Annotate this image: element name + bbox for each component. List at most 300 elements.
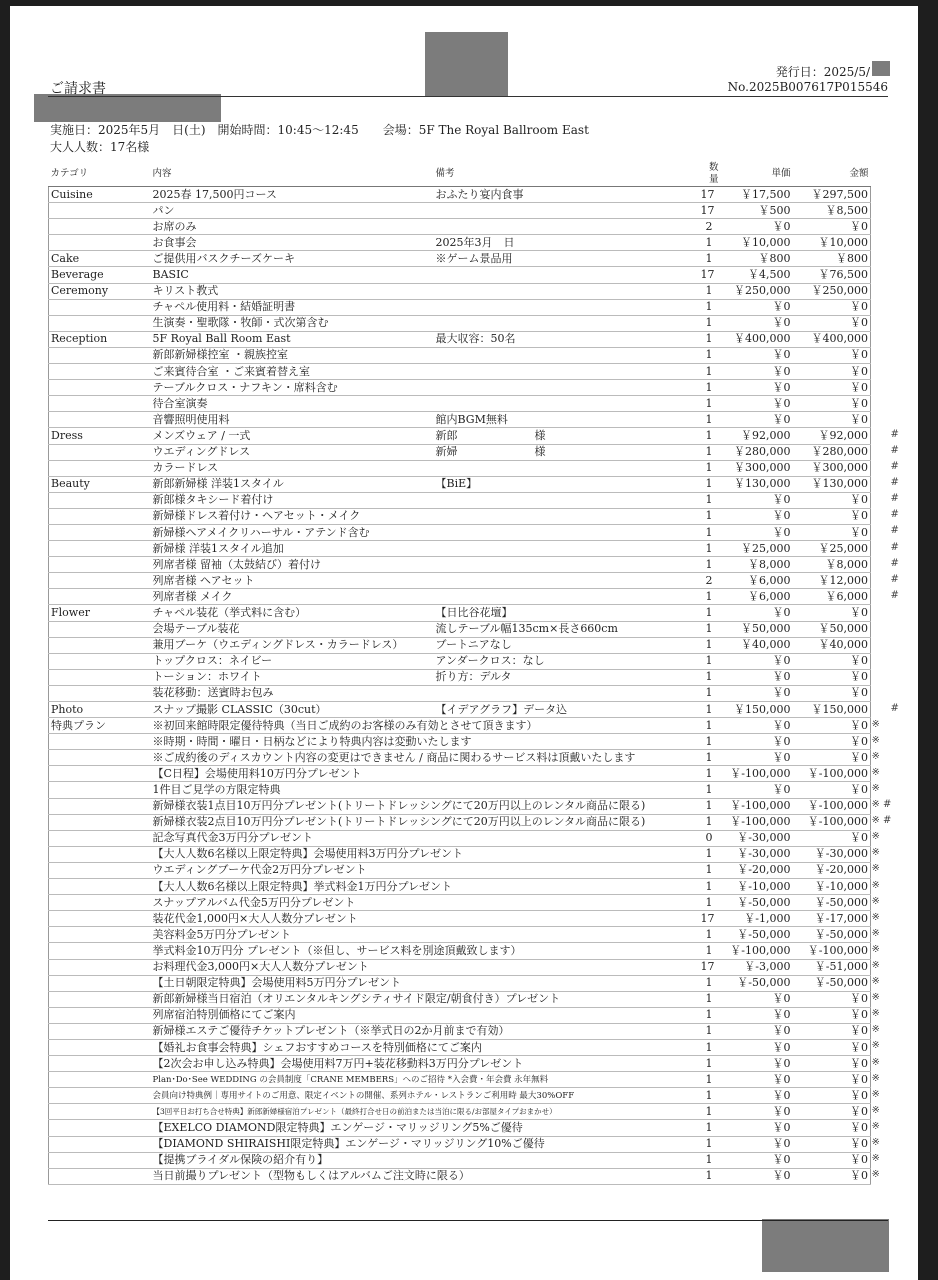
row-item: 【2次会お申し込み特典】会場使用料7万円+装花移動料3万円分プレゼント [151,1056,434,1072]
row-quantity: 1 [699,605,721,621]
row-amount: ￥0 [793,1072,871,1088]
row-unit-price: ￥0 [721,718,793,734]
row-quantity: 1 [699,251,721,267]
row-amount: ￥0 [793,1120,871,1136]
row-category [49,734,151,750]
row-amount: ￥0 [793,1104,871,1120]
row-mark: ※ [871,847,880,859]
row-note [434,895,699,911]
row-note [434,267,699,283]
row-item: 新婦様ヘアメイクリハーサル・アテンド含む [151,524,434,540]
row-quantity: 1 [699,621,721,637]
row-amount: ￥0 [793,412,871,428]
row-amount: ￥-17,000 [793,911,871,927]
row-quantity: 1 [699,589,721,605]
row-unit-price: ￥17,500 [721,187,793,203]
row-unit-price: ￥0 [721,1007,793,1023]
row-item: 美容料金5万円分プレゼント [151,927,434,943]
row-category [49,1088,151,1104]
row-quantity: 1 [699,927,721,943]
row-category [49,653,151,669]
row-unit-price: ￥0 [721,1088,793,1104]
table-row [49,1136,871,1152]
row-item: 新郎様タキシード着付け [151,492,434,508]
row-item: ※初回来館時限定優待特典（当日ご成約のお客様のみ有効とさせて頂きます） [151,718,434,734]
row-unit-price: ￥-30,000 [721,830,793,846]
table-row [49,734,871,750]
table-row [49,1152,871,1168]
row-amount: ￥92,000 [793,428,871,444]
row-quantity: 1 [699,299,721,315]
row-note: おふたり宴内食事 [434,187,699,203]
redacted-customer-name [34,94,221,122]
row-unit-price: ￥-100,000 [721,943,793,959]
row-amount: ￥-30,000 [793,846,871,862]
row-note: 最大収容：50名 [434,331,699,347]
row-amount: ￥-50,000 [793,975,871,991]
row-quantity: 1 [699,879,721,895]
row-mark: ※ [871,992,880,1004]
row-amount: ￥0 [793,1136,871,1152]
row-unit-price: ￥-50,000 [721,927,793,943]
row-unit-price: ￥0 [721,315,793,331]
row-item: 音響照明使用料 [151,412,434,428]
row-mark: ※ [871,927,880,939]
row-item: 新郎新婦様控室 ・親族控室 [151,347,434,363]
row-category [49,380,151,396]
row-unit-price: ￥150,000 [721,702,793,718]
row-note [434,347,699,363]
row-quantity: 1 [699,798,721,814]
table-row [49,573,871,589]
row-unit-price: ￥0 [721,219,793,235]
row-mark: # [890,461,899,473]
row-amount: ￥130,000 [793,476,871,492]
row-item: 【3回平日お打ち合せ特典】新郎新婦様宿泊プレゼント（最終打合せ日の前泊または当泊に限る/お部屋タイプおまかせ） [151,1104,434,1120]
table-row [49,524,871,540]
row-category [49,1168,151,1184]
col-header-category: カテゴリ [49,162,151,187]
row-amount: ￥0 [793,492,871,508]
table-row [49,975,871,991]
row-note [434,911,699,927]
row-mark: ※ [871,1040,880,1052]
table-row [49,750,871,766]
row-item: チャペル装花（挙式料に含む） [151,605,434,621]
row-category [49,364,151,380]
table-row [49,347,871,363]
row-note [434,492,699,508]
row-quantity: 1 [699,653,721,669]
table-row [49,396,871,412]
row-amount: ￥8,000 [793,557,871,573]
row-note: 新婦 様 [434,444,699,460]
row-category [49,959,151,975]
row-quantity: 17 [699,187,721,203]
row-item: スナップアルバム代金5万円分プレゼント [151,895,434,911]
row-mark: # [890,557,899,569]
row-amount: ￥0 [793,1039,871,1055]
row-item: カラードレス [151,460,434,476]
invoice-table-header [49,162,871,187]
row-quantity: 1 [699,637,721,653]
row-item: 新婦様エステご優待チケットプレゼント（※挙式日の2か月前まで有効） [151,1023,434,1039]
col-header-amount: 金額 [793,162,871,187]
row-item: 1件目ご見学の方限定特典 [151,782,434,798]
row-mark: # [890,589,899,601]
row-item: テーブルクロス・ナフキン・席料含む [151,380,434,396]
row-category [49,219,151,235]
row-item: 会員向け特典例｜専用サイトのご用意、限定イベントの開催、系列ホテル・レストランご利用時 最大30%OFF [151,1088,434,1104]
row-category: Reception [49,331,151,347]
row-item: 5F Royal Ball Room East [151,331,434,347]
invoice-table [48,162,871,1185]
row-item: お席のみ [151,219,434,235]
row-category: Beverage [49,267,151,283]
table-row [49,959,871,975]
row-amount: ￥0 [793,1152,871,1168]
table-row [49,1007,871,1023]
row-unit-price: ￥-20,000 [721,862,793,878]
row-amount: ￥0 [793,315,871,331]
row-amount: ￥0 [793,347,871,363]
row-quantity: 1 [699,412,721,428]
row-category [49,444,151,460]
row-item: 列席宿泊特別価格にてご案内 [151,1007,434,1023]
row-note [434,782,699,798]
row-category [49,1007,151,1023]
row-quantity: 1 [699,347,721,363]
table-row [49,685,871,701]
row-unit-price: ￥6,000 [721,573,793,589]
row-note: アンダークロス：なし [434,653,699,669]
row-note [434,927,699,943]
row-unit-price: ￥-50,000 [721,975,793,991]
row-unit-price: ￥10,000 [721,235,793,251]
table-row [49,557,871,573]
row-note [434,460,699,476]
row-item: 新婦様衣装1点目10万円分プレゼント(トリートドレッシングにて20万円以上のレンタル商品に限る) [151,798,434,814]
row-item: ウエディングブーケ代金2万円分プレゼント [151,862,434,878]
row-amount: ￥-51,000 [793,959,871,975]
table-row [49,235,871,251]
row-unit-price: ￥0 [721,1104,793,1120]
row-quantity: 1 [699,975,721,991]
row-amount: ￥-100,000 [793,766,871,782]
row-unit-price: ￥6,000 [721,589,793,605]
row-note: 館内BGM無料 [434,412,699,428]
footer-divider [48,1220,888,1221]
row-unit-price: ￥50,000 [721,621,793,637]
row-amount: ￥40,000 [793,637,871,653]
row-quantity: 1 [699,380,721,396]
row-note: 【日比谷花壇】 [434,605,699,621]
row-note: ブートニアなし [434,637,699,653]
header-divider [48,96,888,97]
row-note [434,315,699,331]
row-unit-price: ￥-50,000 [721,895,793,911]
redacted-footer-stamp [762,1219,889,1272]
row-category [49,347,151,363]
row-category [49,862,151,878]
row-category [49,573,151,589]
row-mark: ※ [871,1169,880,1181]
table-row [49,331,871,347]
table-row [49,943,871,959]
table-row [49,1168,871,1184]
row-amount: ￥-100,000 [793,814,871,830]
row-category: Flower [49,605,151,621]
row-mark: ※ [871,911,880,923]
row-category [49,1056,151,1072]
row-unit-price: ￥92,000 [721,428,793,444]
row-item: 挙式料金10万円分 プレゼント（※但し、サービス料を別途頂戴致します） [151,943,434,959]
row-item: ご来賓待合室 ・ご来賓着替え室 [151,364,434,380]
table-row [49,862,871,878]
col-header-quantity: 数量 [699,162,721,187]
row-category [49,203,151,219]
row-quantity: 1 [699,766,721,782]
row-mark: ※ [871,782,880,794]
row-amount: ￥8,500 [793,203,871,219]
table-row [49,1088,871,1104]
row-quantity: 1 [699,1152,721,1168]
table-row [49,637,871,653]
row-unit-price: ￥300,000 [721,460,793,476]
row-mark: # [890,525,899,537]
row-unit-price: ￥0 [721,412,793,428]
row-unit-price: ￥8,000 [721,557,793,573]
row-mark: # [890,509,899,521]
document-title: ご請求書 [50,81,106,97]
row-amount: ￥0 [793,380,871,396]
redacted-issue-day [872,61,890,76]
row-item: 待合室演奏 [151,396,434,412]
row-item: Plan･Do･See WEDDING の会員制度「CRANE MEMBERS」へのご招待 *入会費・年会費 永年無料 [151,1072,434,1088]
redacted-stamp [425,32,508,96]
table-row [49,492,871,508]
row-category [49,1136,151,1152]
row-category [49,895,151,911]
row-quantity: 1 [699,396,721,412]
row-item: 列席者様 ヘアセット [151,573,434,589]
row-quantity: 1 [699,846,721,862]
event-details: 実施日：2025年5月 日(土) 開始時間：10:45～12:45 会場：5F The Royal Ballroom East [50,123,589,137]
row-unit-price: ￥4,500 [721,267,793,283]
row-category [49,782,151,798]
table-row [49,251,871,267]
row-quantity: 1 [699,1007,721,1023]
row-unit-price: ￥0 [721,782,793,798]
table-row [49,895,871,911]
row-unit-price: ￥25,000 [721,541,793,557]
row-note [434,1152,699,1168]
row-category [49,798,151,814]
row-category [49,750,151,766]
row-amount: ￥0 [793,1056,871,1072]
row-item: スナップ撮影 CLASSIC（30cut） [151,702,434,718]
row-item: 兼用ブーケ（ウエディングドレス・カラードレス） [151,637,434,653]
row-quantity: 1 [699,943,721,959]
row-unit-price: ￥-100,000 [721,766,793,782]
row-amount: ￥76,500 [793,267,871,283]
table-row [49,299,871,315]
row-amount: ￥0 [793,782,871,798]
row-item: 記念写真代金3万円分プレゼント [151,830,434,846]
row-category [49,299,151,315]
row-category [49,508,151,524]
row-quantity: 1 [699,669,721,685]
row-amount: ￥0 [793,830,871,846]
row-mark: ※ [871,1072,880,1084]
row-item: 新婦様衣装2点目10万円分プレゼント(トリートドレッシングにて20万円以上のレンタル商品に限る) [151,814,434,830]
row-category [49,1104,151,1120]
row-amount: ￥400,000 [793,331,871,347]
row-mark: ※ [871,1153,880,1165]
row-item: 【EXELCO DIAMOND限定特典】エンゲージ・マリッジリング5%ご優待 [151,1120,434,1136]
row-amount: ￥0 [793,219,871,235]
row-unit-price: ￥-100,000 [721,814,793,830]
table-row [49,653,871,669]
row-item: メンズウェア / 一式 [151,428,434,444]
row-item: キリスト教式 [151,283,434,299]
table-row [49,203,871,219]
table-row [49,1023,871,1039]
row-unit-price: ￥400,000 [721,331,793,347]
row-category [49,396,151,412]
table-row [49,798,871,814]
row-mark: ※ [871,1120,880,1132]
row-note [434,846,699,862]
table-row [49,927,871,943]
row-quantity: 1 [699,508,721,524]
row-category [49,927,151,943]
row-category [49,669,151,685]
row-item: 装花移動：送賓時お包み [151,685,434,701]
row-note [434,975,699,991]
row-category [49,235,151,251]
row-note: 【イデアグラフ】データ込 [434,702,699,718]
row-category [49,492,151,508]
row-quantity: 1 [699,734,721,750]
row-amount: ￥0 [793,750,871,766]
row-amount: ￥150,000 [793,702,871,718]
invoice-table-body [49,187,871,1185]
row-amount: ￥25,000 [793,541,871,557]
row-amount: ￥0 [793,605,871,621]
row-unit-price: ￥40,000 [721,637,793,653]
row-note: 2025年3月 日 [434,235,699,251]
row-quantity: 1 [699,895,721,911]
row-category [49,846,151,862]
row-category [49,1023,151,1039]
row-item: ※ご成約後のディスカウント内容の変更はできません / 商品に関わるサービス料は頂戴いたします [151,750,434,766]
table-row [49,621,871,637]
row-quantity: 1 [699,1104,721,1120]
row-note [434,830,699,846]
table-row [49,508,871,524]
row-category [49,637,151,653]
row-note [434,524,699,540]
row-unit-price: ￥-3,000 [721,959,793,975]
table-row [49,1072,871,1088]
row-note [434,299,699,315]
table-row [49,412,871,428]
row-item: 列席者様 留袖（太鼓結び）着付け [151,557,434,573]
row-item: 【大人人数6名様以上限定特典】会場使用料3万円分プレゼント [151,846,434,862]
row-unit-price: ￥0 [721,396,793,412]
row-mark: ※ [871,1056,880,1068]
table-row [49,444,871,460]
row-unit-price: ￥0 [721,364,793,380]
row-category: Ceremony [49,283,151,299]
row-category [49,766,151,782]
row-quantity: 17 [699,203,721,219]
row-category: 特典プラン [49,718,151,734]
row-category [49,557,151,573]
row-amount: ￥-100,000 [793,798,871,814]
table-row [49,1056,871,1072]
row-mark: # [890,445,899,456]
row-item: トップクロス：ネイビー [151,653,434,669]
row-item: 生演奏・聖歌隊・牧師・式次第含む [151,315,434,331]
row-item: 【C日程】会場使用料10万円分プレゼント [151,766,434,782]
table-row [49,380,871,396]
table-row [49,589,871,605]
row-category [49,1039,151,1055]
row-mark: ※ [871,1088,880,1100]
row-unit-price: ￥0 [721,734,793,750]
row-note: 【BiE】 [434,476,699,492]
row-item: BASIC [151,267,434,283]
row-amount: ￥297,500 [793,187,871,203]
row-quantity: 1 [699,557,721,573]
row-note: 流しテーブル幅135cm×長さ660cm [434,621,699,637]
table-row [49,428,871,444]
row-category [49,412,151,428]
row-item: 列席者様 メイク [151,589,434,605]
row-item: 【提携ブライダル保険の紹介有り】 [151,1152,434,1168]
row-category [49,621,151,637]
row-note [434,541,699,557]
row-amount: ￥-100,000 [793,943,871,959]
row-quantity: 1 [699,524,721,540]
row-unit-price: ￥0 [721,347,793,363]
row-amount: ￥0 [793,396,871,412]
table-row [49,219,871,235]
row-unit-price: ￥0 [721,1120,793,1136]
row-quantity: 1 [699,1120,721,1136]
row-category [49,911,151,927]
row-quantity: 1 [699,331,721,347]
table-row [49,605,871,621]
table-row [49,702,871,718]
col-header-item: 内容 [151,162,434,187]
row-quantity: 1 [699,1136,721,1152]
table-row [49,283,871,299]
row-mark: # [890,428,899,440]
row-note [434,283,699,299]
row-mark: ※ [871,718,880,730]
row-unit-price: ￥250,000 [721,283,793,299]
row-note [434,862,699,878]
row-category: Dress [49,428,151,444]
row-note [434,203,699,219]
row-unit-price: ￥-1,000 [721,911,793,927]
row-item: お食事会 [151,235,434,251]
row-unit-price: ￥0 [721,685,793,701]
row-unit-price: ￥0 [721,1023,793,1039]
